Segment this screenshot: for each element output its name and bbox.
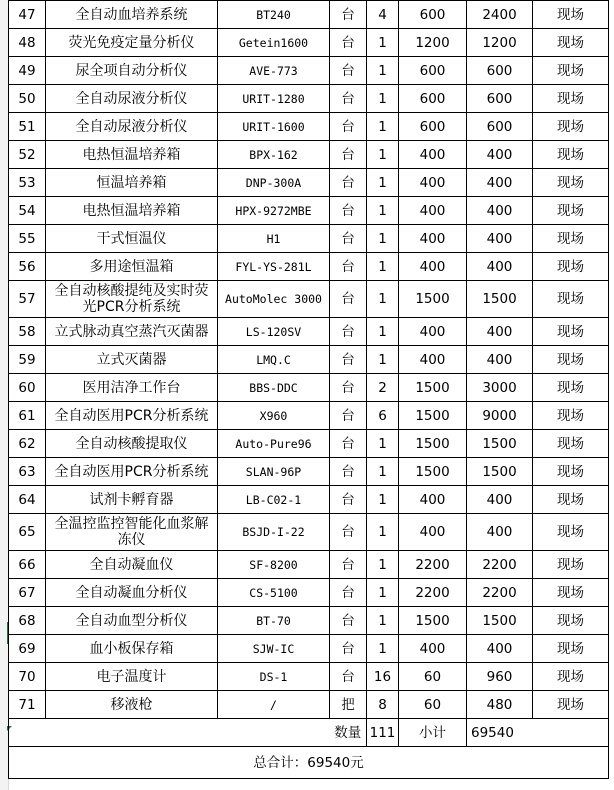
unit[interactable]: 台 xyxy=(330,197,367,225)
line-total[interactable]: 1500 xyxy=(467,458,533,486)
table-row xyxy=(9,663,609,691)
quantity[interactable]: 1 xyxy=(367,458,399,486)
line-total[interactable]: 2200 xyxy=(467,551,533,579)
row-number[interactable]: 70 xyxy=(9,663,46,691)
unit-price[interactable]: 60 xyxy=(399,691,467,719)
unit-price[interactable]: 400 xyxy=(399,253,467,281)
location-note[interactable]: 现场 xyxy=(533,514,609,551)
location-note[interactable]: 现场 xyxy=(533,281,609,318)
quantity[interactable]: 1 xyxy=(367,29,399,57)
model-number[interactable]: AutoMolec 3000 xyxy=(218,281,330,318)
table-row xyxy=(9,486,609,514)
model-number[interactable]: DNP-300A xyxy=(218,169,330,197)
line-total[interactable]: 400 xyxy=(467,635,533,663)
equipment-name[interactable]: 全自动尿液分析仪 xyxy=(46,113,218,141)
location-note[interactable]: 现场 xyxy=(533,253,609,281)
model-number[interactable]: BT240 xyxy=(218,1,330,29)
line-total[interactable]: 600 xyxy=(467,85,533,113)
location-note[interactable]: 现场 xyxy=(533,169,609,197)
location-note[interactable]: 现场 xyxy=(533,607,609,635)
line-total[interactable]: 1500 xyxy=(467,430,533,458)
table-row xyxy=(9,169,609,197)
model-number[interactable]: SJW-IC xyxy=(218,635,330,663)
quantity[interactable]: 4 xyxy=(367,1,399,29)
unit-price[interactable]: 400 xyxy=(399,225,467,253)
model-number[interactable]: Getein1600 xyxy=(218,29,330,57)
table-row xyxy=(9,691,609,719)
location-note[interactable]: 现场 xyxy=(533,225,609,253)
quantity[interactable]: 16 xyxy=(367,663,399,691)
row-number[interactable]: 63 xyxy=(9,458,46,486)
line-total[interactable]: 400 xyxy=(467,318,533,346)
subtotal-label[interactable]: 小计 xyxy=(399,719,467,747)
unit[interactable]: 台 xyxy=(330,225,367,253)
equipment-name[interactable]: 全自动血型分析仪 xyxy=(46,607,218,635)
model-number[interactable]: X960 xyxy=(218,402,330,430)
unit[interactable]: 台 xyxy=(330,514,367,551)
line-total[interactable]: 960 xyxy=(467,663,533,691)
location-note[interactable]: 现场 xyxy=(533,430,609,458)
line-total[interactable]: 400 xyxy=(467,225,533,253)
table-row xyxy=(9,113,609,141)
model-number[interactable]: LS-120SV xyxy=(218,318,330,346)
table-row xyxy=(9,430,609,458)
quantity[interactable]: 1 xyxy=(367,169,399,197)
line-total[interactable]: 1500 xyxy=(467,281,533,318)
location-note[interactable]: 现场 xyxy=(533,197,609,225)
row-number[interactable]: 57 xyxy=(9,281,46,318)
unit[interactable]: 台 xyxy=(330,486,367,514)
line-total[interactable]: 600 xyxy=(467,57,533,85)
row-number[interactable]: 71 xyxy=(9,691,46,719)
quantity[interactable]: 1 xyxy=(367,579,399,607)
line-total[interactable]: 400 xyxy=(467,169,533,197)
quantity[interactable]: 1 xyxy=(367,141,399,169)
row-number[interactable]: 66 xyxy=(9,551,46,579)
location-note[interactable]: 现场 xyxy=(533,57,609,85)
model-number[interactable]: BSJD-I-22 xyxy=(218,514,330,551)
line-total[interactable]: 2200 xyxy=(467,579,533,607)
model-number[interactable]: BPX-162 xyxy=(218,141,330,169)
table-row xyxy=(9,458,609,486)
equipment-name[interactable]: 全自动凝血分析仪 xyxy=(46,579,218,607)
unit[interactable]: 台 xyxy=(330,346,367,374)
equipment-name[interactable]: 全自动医用PCR分析系统 xyxy=(46,402,218,430)
unit[interactable]: 台 xyxy=(330,253,367,281)
equipment-name[interactable]: 全自动核酸提纯及实时荧光PCR分析系统 xyxy=(46,281,218,318)
unit-price[interactable]: 2200 xyxy=(399,551,467,579)
model-number[interactable]: LMQ.C xyxy=(218,346,330,374)
unit[interactable]: 台 xyxy=(330,607,367,635)
quantity[interactable]: 1 xyxy=(367,57,399,85)
equipment-name[interactable]: 电热恒温培养箱 xyxy=(46,197,218,225)
equipment-name[interactable]: 全自动核酸提取仪 xyxy=(46,430,218,458)
equipment-name[interactable]: 全自动血培养系统 xyxy=(46,1,218,29)
row-number[interactable]: 58 xyxy=(9,318,46,346)
unit[interactable]: 台 xyxy=(330,579,367,607)
unit[interactable]: 台 xyxy=(330,85,367,113)
equipment-name[interactable]: 电热恒温培养箱 xyxy=(46,141,218,169)
quantity[interactable]: 1 xyxy=(367,225,399,253)
quantity[interactable]: 1 xyxy=(367,346,399,374)
equipment-name[interactable]: 全自动凝血仪 xyxy=(46,551,218,579)
quantity[interactable]: 1 xyxy=(367,281,399,318)
unit[interactable]: 台 xyxy=(330,402,367,430)
location-note[interactable]: 现场 xyxy=(533,691,609,719)
unit-price[interactable]: 600 xyxy=(399,1,467,29)
quantity[interactable]: 1 xyxy=(367,430,399,458)
equipment-name[interactable]: 血小板保存箱 xyxy=(46,635,218,663)
line-total[interactable]: 1500 xyxy=(467,607,533,635)
equipment-name[interactable]: 全温控监控智能化血浆解冻仪 xyxy=(46,514,218,551)
summary-spacer[interactable] xyxy=(9,719,330,747)
location-note[interactable]: 现场 xyxy=(533,85,609,113)
table-row xyxy=(9,579,609,607)
model-number[interactable]: FYL-YS-281L xyxy=(218,253,330,281)
unit-price[interactable]: 1500 xyxy=(399,281,467,318)
row-number[interactable]: 62 xyxy=(9,430,46,458)
quantity[interactable]: 2 xyxy=(367,374,399,402)
row-number[interactable]: 65 xyxy=(9,514,46,551)
unit[interactable]: 台 xyxy=(330,635,367,663)
row-number[interactable]: 50 xyxy=(9,85,46,113)
row-number[interactable]: 56 xyxy=(9,253,46,281)
table-row xyxy=(9,514,609,551)
quantity[interactable]: 1 xyxy=(367,318,399,346)
unit-price[interactable]: 400 xyxy=(399,635,467,663)
table-row xyxy=(9,225,609,253)
quantity[interactable]: 1 xyxy=(367,551,399,579)
table-body xyxy=(9,1,609,719)
location-note[interactable]: 现场 xyxy=(533,579,609,607)
unit[interactable]: 台 xyxy=(330,318,367,346)
equipment-name[interactable]: 全自动医用PCR分析系统 xyxy=(46,458,218,486)
unit-price[interactable]: 400 xyxy=(399,141,467,169)
quantity[interactable]: 1 xyxy=(367,253,399,281)
row-number[interactable]: 48 xyxy=(9,29,46,57)
equipment-name[interactable]: 干式恒温仪 xyxy=(46,225,218,253)
quantity[interactable]: 1 xyxy=(367,113,399,141)
model-number[interactable]: H1 xyxy=(218,225,330,253)
location-note[interactable]: 现场 xyxy=(533,318,609,346)
row-number[interactable]: 49 xyxy=(9,57,46,85)
model-number[interactable]: HPX-9272MBE xyxy=(218,197,330,225)
row-number[interactable]: 67 xyxy=(9,579,46,607)
unit-price[interactable]: 1500 xyxy=(399,430,467,458)
equipment-name[interactable]: 电子温度计 xyxy=(46,663,218,691)
table-row xyxy=(9,85,609,113)
table-row xyxy=(9,374,609,402)
row-number[interactable]: 69 xyxy=(9,635,46,663)
model-number[interactable]: DS-1 xyxy=(218,663,330,691)
row-number[interactable]: 53 xyxy=(9,169,46,197)
unit[interactable]: 台 xyxy=(330,281,367,318)
line-total[interactable]: 400 xyxy=(467,253,533,281)
model-number[interactable]: CS-5100 xyxy=(218,579,330,607)
location-note[interactable]: 现场 xyxy=(533,1,609,29)
table-row xyxy=(9,29,609,57)
equipment-name[interactable]: 多用途恒温箱 xyxy=(46,253,218,281)
unit-price[interactable]: 400 xyxy=(399,318,467,346)
model-number[interactable]: AVE-773 xyxy=(218,57,330,85)
row-number[interactable]: 52 xyxy=(9,141,46,169)
quantity[interactable]: 8 xyxy=(367,691,399,719)
table-row xyxy=(9,551,609,579)
line-total[interactable]: 3000 xyxy=(467,374,533,402)
location-note[interactable]: 现场 xyxy=(533,458,609,486)
model-number[interactable]: SF-8200 xyxy=(218,551,330,579)
unit[interactable]: 台 xyxy=(330,458,367,486)
table-row xyxy=(9,253,609,281)
unit-price[interactable]: 2200 xyxy=(399,579,467,607)
location-note[interactable]: 现场 xyxy=(533,374,609,402)
location-note[interactable]: 现场 xyxy=(533,402,609,430)
equipment-name[interactable]: 恒温培养箱 xyxy=(46,169,218,197)
row-number[interactable]: 51 xyxy=(9,113,46,141)
table-row xyxy=(9,281,609,318)
unit-price[interactable]: 1500 xyxy=(399,402,467,430)
unit-price[interactable]: 1500 xyxy=(399,607,467,635)
unit[interactable]: 台 xyxy=(330,57,367,85)
quantity-label[interactable]: 数量 xyxy=(330,719,367,747)
unit-price[interactable]: 1200 xyxy=(399,29,467,57)
table-row xyxy=(9,57,609,85)
table-row xyxy=(9,346,609,374)
location-note[interactable]: 现场 xyxy=(533,29,609,57)
row-number[interactable]: 54 xyxy=(9,197,46,225)
model-number[interactable]: LB-C02-1 xyxy=(218,486,330,514)
unit[interactable]: 台 xyxy=(330,374,367,402)
equipment-name[interactable]: 尿全项自动分析仪 xyxy=(46,57,218,85)
table-footer xyxy=(9,719,609,779)
unit-price[interactable]: 1500 xyxy=(399,374,467,402)
unit[interactable]: 台 xyxy=(330,1,367,29)
equipment-name[interactable]: 全自动尿液分析仪 xyxy=(46,85,218,113)
summary-row xyxy=(9,719,609,747)
equipment-table xyxy=(8,0,609,779)
model-number[interactable]: BT-70 xyxy=(218,607,330,635)
equipment-name[interactable]: 试剂卡孵育器 xyxy=(46,486,218,514)
location-note[interactable]: 现场 xyxy=(533,551,609,579)
line-total[interactable]: 1200 xyxy=(467,29,533,57)
unit-price[interactable]: 1500 xyxy=(399,458,467,486)
unit-price[interactable]: 600 xyxy=(399,113,467,141)
model-number[interactable]: URIT-1280 xyxy=(218,85,330,113)
unit[interactable]: 台 xyxy=(330,663,367,691)
unit[interactable]: 台 xyxy=(330,29,367,57)
unit-price[interactable]: 400 xyxy=(399,169,467,197)
quantity[interactable]: 1 xyxy=(367,607,399,635)
line-total[interactable]: 400 xyxy=(467,514,533,551)
spreadsheet xyxy=(8,0,608,779)
unit-price[interactable]: 400 xyxy=(399,197,467,225)
equipment-name[interactable]: 移液枪 xyxy=(46,691,218,719)
model-number[interactable]: SLAN-96P xyxy=(218,458,330,486)
table-row xyxy=(9,141,609,169)
equipment-name[interactable]: 医用洁净工作台 xyxy=(46,374,218,402)
model-number[interactable]: BBS-DDC xyxy=(218,374,330,402)
unit-price[interactable]: 600 xyxy=(399,85,467,113)
grand-total[interactable]: 总合计：69540元 xyxy=(9,747,609,779)
unit-price[interactable]: 60 xyxy=(399,663,467,691)
equipment-name[interactable]: 立式灭菌器 xyxy=(46,346,218,374)
unit[interactable]: 台 xyxy=(330,430,367,458)
unit[interactable]: 台 xyxy=(330,113,367,141)
table-row xyxy=(9,635,609,663)
unit-price[interactable]: 400 xyxy=(399,486,467,514)
quantity[interactable]: 1 xyxy=(367,635,399,663)
location-note[interactable]: 现场 xyxy=(533,141,609,169)
line-total[interactable]: 2400 xyxy=(467,1,533,29)
location-note[interactable]: 现场 xyxy=(533,635,609,663)
location-note[interactable]: 现场 xyxy=(533,346,609,374)
equipment-name[interactable]: 荧光免疫定量分析仪 xyxy=(46,29,218,57)
location-note[interactable]: 现场 xyxy=(533,113,609,141)
row-number[interactable]: 64 xyxy=(9,486,46,514)
quantity[interactable]: 1 xyxy=(367,486,399,514)
unit[interactable]: 台 xyxy=(330,169,367,197)
unit[interactable]: 把 xyxy=(330,691,367,719)
line-total[interactable]: 400 xyxy=(467,486,533,514)
row-number[interactable]: 61 xyxy=(9,402,46,430)
unit-price[interactable]: 600 xyxy=(399,57,467,85)
model-number[interactable]: Auto-Pure96 xyxy=(218,430,330,458)
line-total[interactable]: 600 xyxy=(467,113,533,141)
line-total[interactable]: 400 xyxy=(467,197,533,225)
row-number[interactable]: 47 xyxy=(9,1,46,29)
unit-price[interactable]: 400 xyxy=(399,346,467,374)
table-row xyxy=(9,318,609,346)
line-total[interactable]: 480 xyxy=(467,691,533,719)
row-number[interactable]: 60 xyxy=(9,374,46,402)
location-note[interactable]: 现场 xyxy=(533,486,609,514)
table-row xyxy=(9,1,609,29)
unit[interactable]: 台 xyxy=(330,141,367,169)
table-row xyxy=(9,402,609,430)
table-row xyxy=(9,607,609,635)
line-total[interactable]: 9000 xyxy=(467,402,533,430)
line-total[interactable]: 400 xyxy=(467,346,533,374)
row-number[interactable]: 55 xyxy=(9,225,46,253)
model-number[interactable]: / xyxy=(218,691,330,719)
unit[interactable]: 台 xyxy=(330,551,367,579)
equipment-name[interactable]: 立式脉动真空蒸汽灭菌器 xyxy=(46,318,218,346)
quantity-total[interactable]: 111 xyxy=(367,719,399,747)
quantity[interactable]: 1 xyxy=(367,197,399,225)
location-note[interactable]: 现场 xyxy=(533,663,609,691)
model-number[interactable]: URIT-1600 xyxy=(218,113,330,141)
row-number[interactable]: 68 xyxy=(9,607,46,635)
unit-price[interactable]: 400 xyxy=(399,514,467,551)
line-total[interactable]: 400 xyxy=(467,141,533,169)
grand-total-row xyxy=(9,747,609,779)
row-number[interactable]: 59 xyxy=(9,346,46,374)
quantity[interactable]: 1 xyxy=(367,514,399,551)
quantity[interactable]: 1 xyxy=(367,85,399,113)
quantity[interactable]: 6 xyxy=(367,402,399,430)
subtotal-value[interactable]: 69540 xyxy=(467,719,609,747)
table-row xyxy=(9,197,609,225)
